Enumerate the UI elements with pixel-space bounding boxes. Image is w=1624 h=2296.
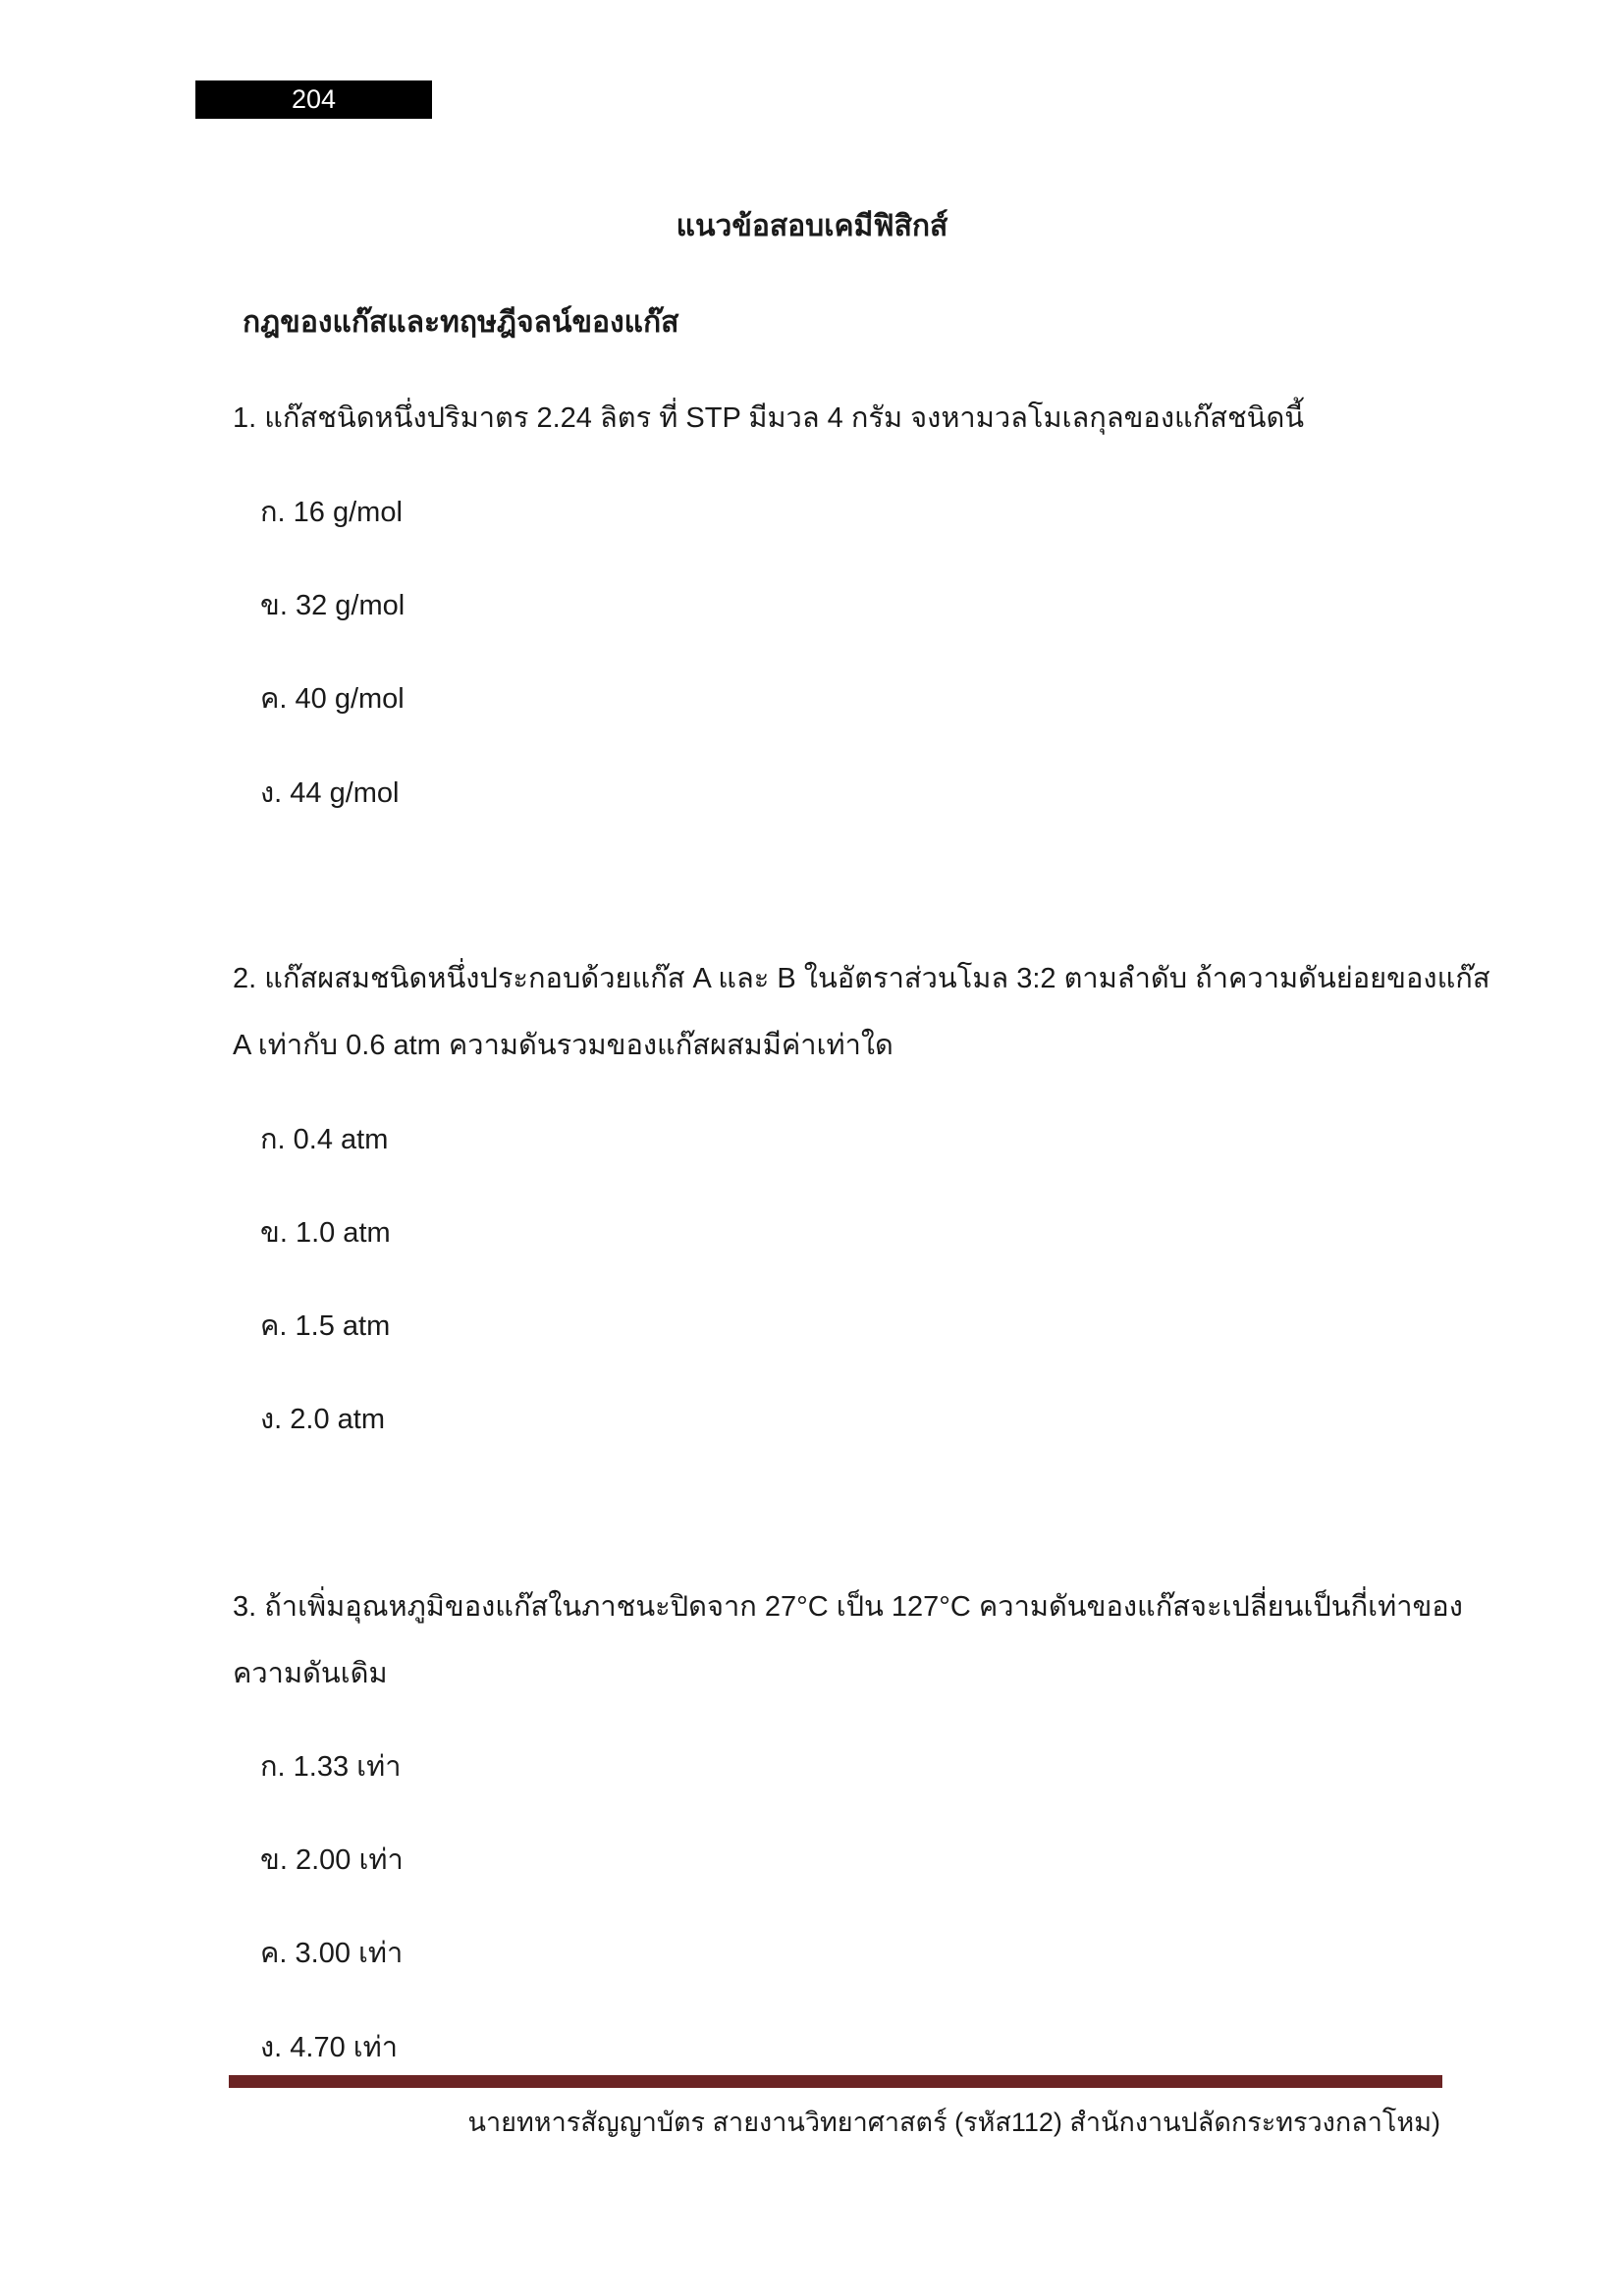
section-heading: กฎของแก๊สและทฤษฎีจลน์ของแก๊ส: [243, 306, 679, 339]
question-3-choice-d: ง. 4.70 เท่า: [260, 2032, 399, 2063]
question-3-text-line-2: ความดันเดิม: [233, 1658, 388, 1689]
question-1-choice-a: ก. 16 g/mol: [260, 497, 403, 528]
question-3-text-line-1: 3. ถ้าเพิ่มอุณหภูมิของแก๊สในภาชนะปิดจาก 27°C เป็น 127°C ความดันของแก๊สจะเปลี่ยนเป็นกี่เท่าของ: [233, 1591, 1463, 1623]
question-2-choice-c: ค. 1.5 atm: [260, 1310, 391, 1342]
question-1-choice-d: ง. 44 g/mol: [260, 777, 400, 809]
question-2-choice-b: ข. 1.0 atm: [260, 1217, 391, 1249]
footer-divider: [229, 2075, 1442, 2088]
question-2-text-line-2: A เท่ากับ 0.6 atm ความดันรวมของแก๊สผสมมีค่าเท่าใด: [233, 1030, 893, 1061]
question-1-choice-c: ค. 40 g/mol: [260, 683, 405, 715]
footer-text: นายทหารสัญญาบัตร สายงานวิทยาศาสตร์ (รหัส112) สำนักงานปลัดกระทรวงกลาโหม): [467, 2108, 1440, 2137]
question-2-choice-d: ง. 2.0 atm: [260, 1404, 385, 1435]
question-3-choice-b: ข. 2.00 เท่า: [260, 1844, 404, 1876]
question-2-choice-a: ก. 0.4 atm: [260, 1124, 389, 1155]
question-3-choice-c: ค. 3.00 เท่า: [260, 1938, 404, 1969]
question-3-choice-a: ก. 1.33 เท่า: [260, 1751, 402, 1783]
page-number: 204: [195, 80, 432, 119]
question-2-text-line-1: 2. แก๊สผสมชนิดหนึ่งประกอบด้วยแก๊ส A และ B ในอัตราส่วนโมล 3:2 ตามลำดับ ถ้าความดันย่อยของแก๊ส: [233, 963, 1490, 994]
question-1-choice-b: ข. 32 g/mol: [260, 590, 406, 621]
page-title: แนวข้อสอบเคมีฟิสิกส์: [676, 210, 948, 242]
question-1-text-line-1: 1. แก๊สชนิดหนึ่งปริมาตร 2.24 ลิตร ที่ STP มีมวล 4 กรัม จงหามวลโมเลกุลของแก๊สชนิดนี้: [233, 402, 1305, 434]
